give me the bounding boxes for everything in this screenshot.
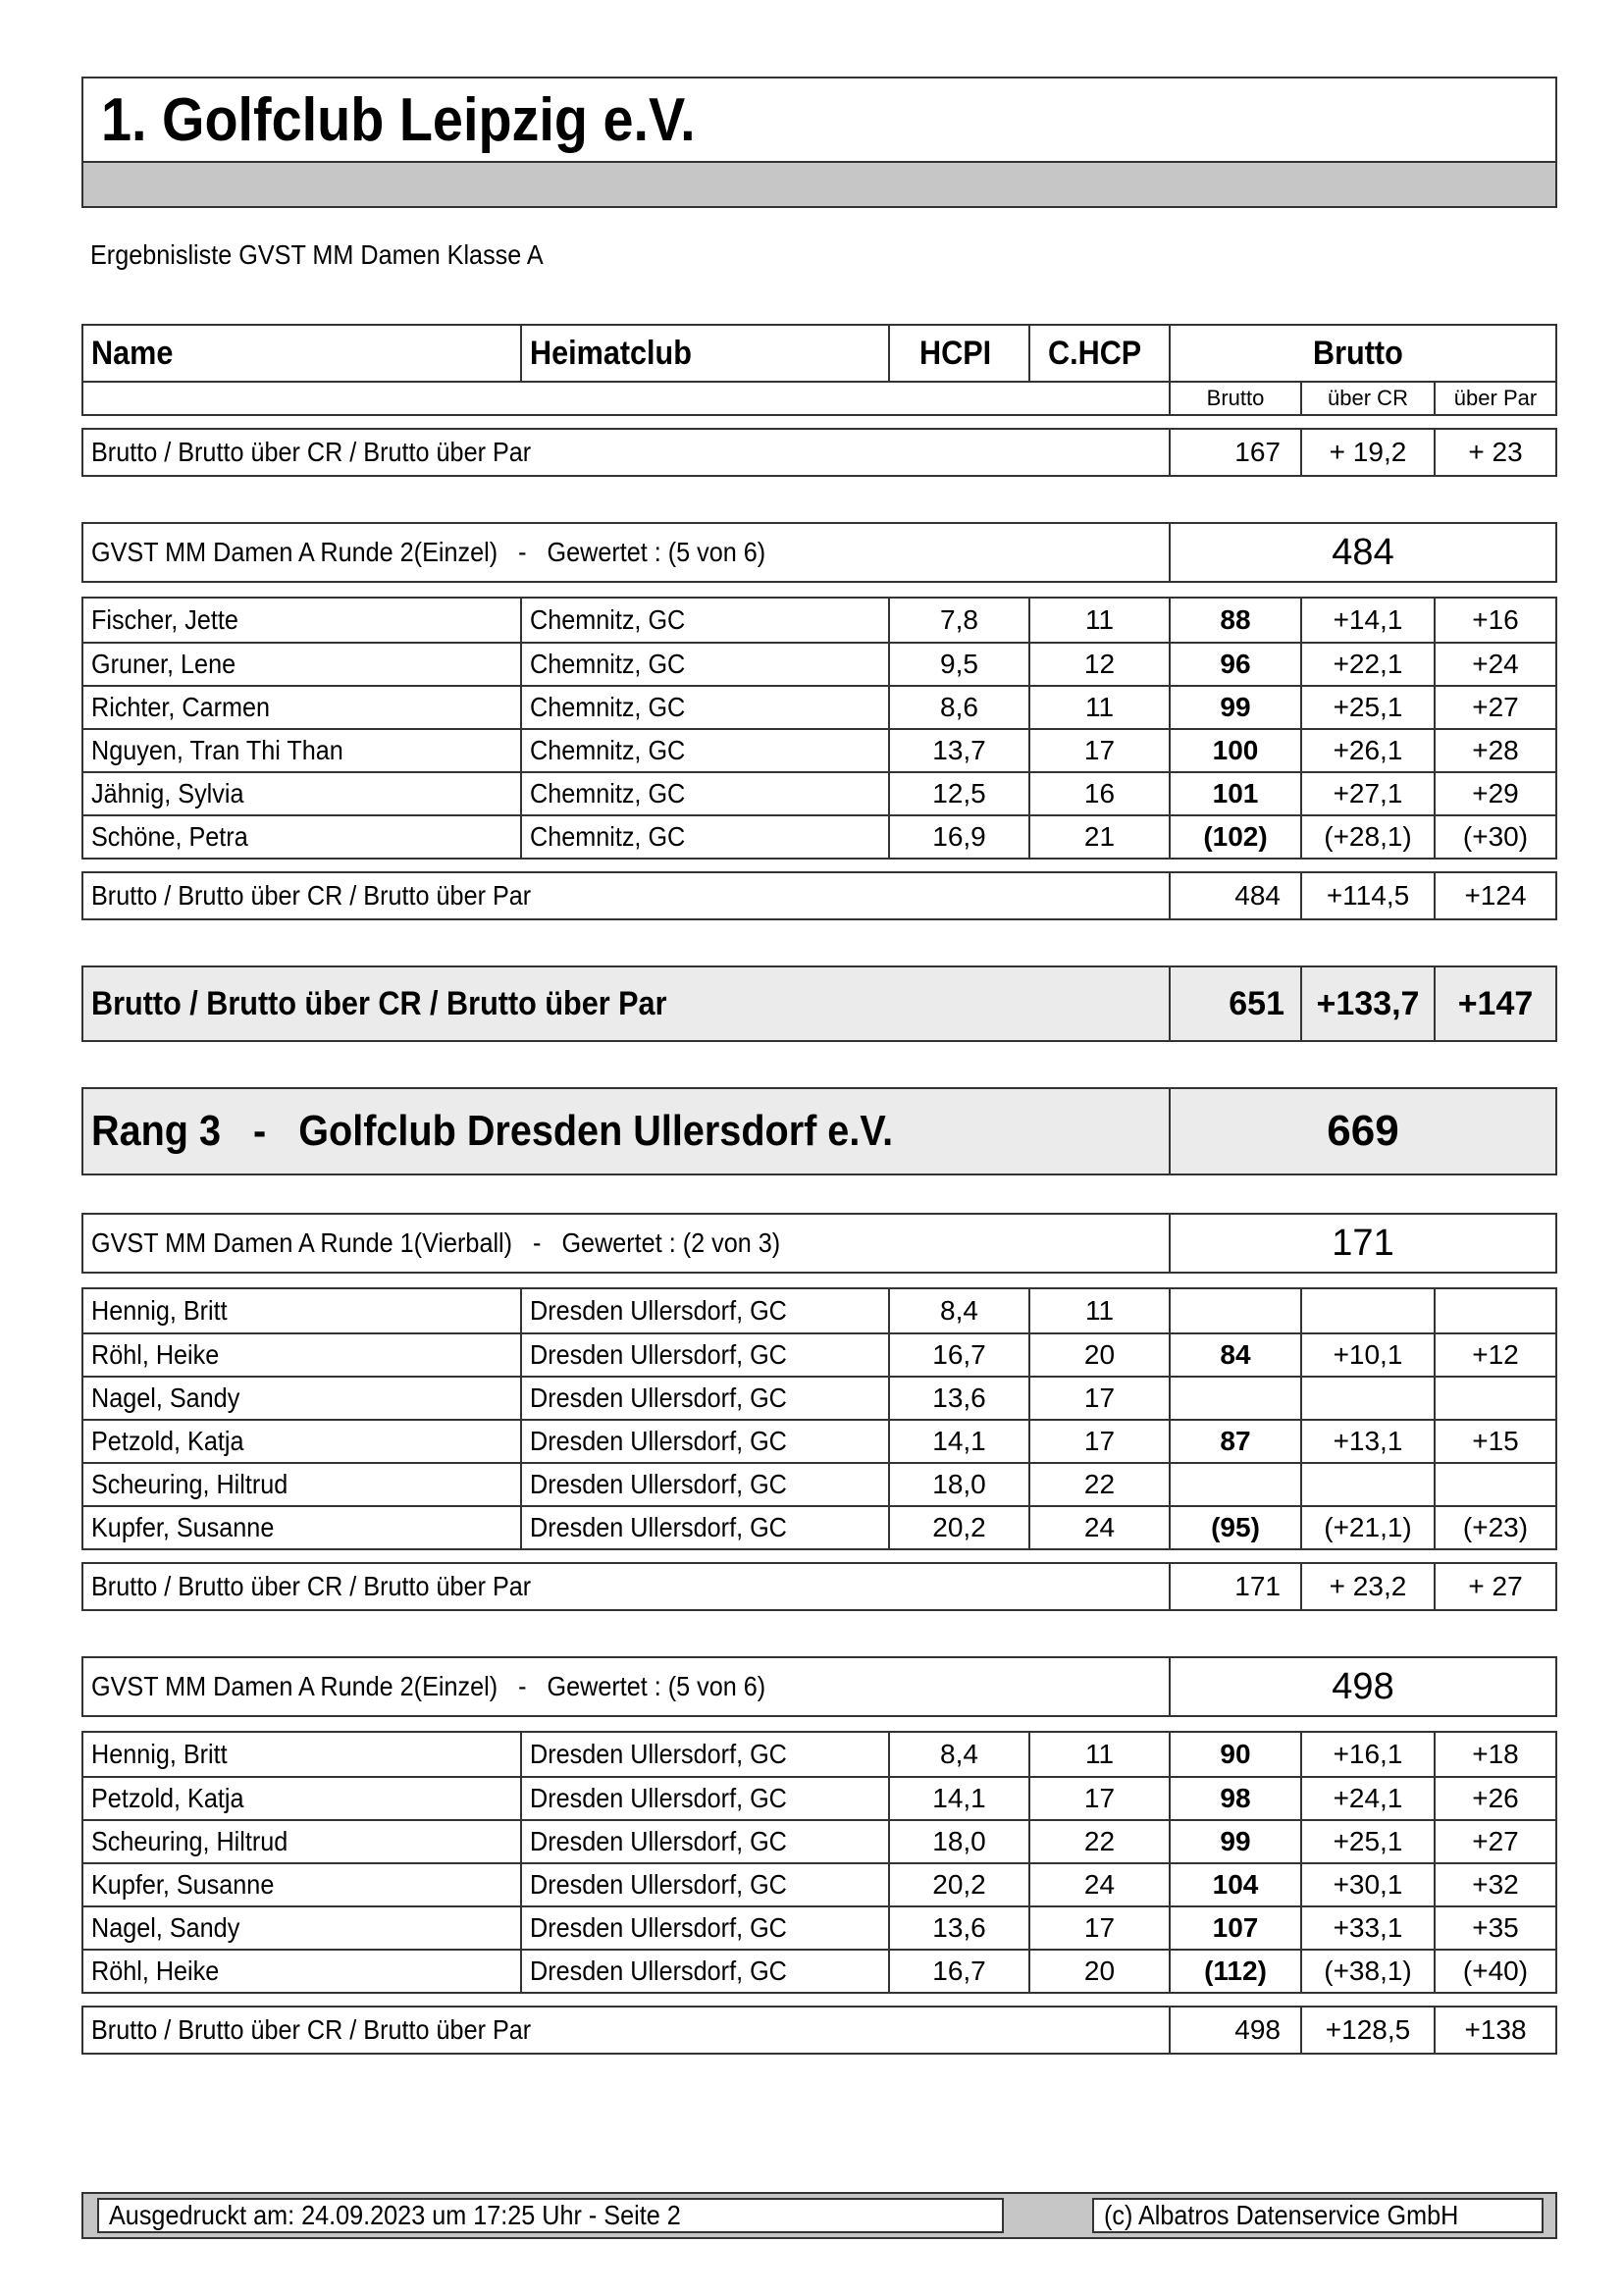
table-row: Scheuring, Hiltrud Dresden Ullersdorf, GC 18,0 22 99 +25,1 +27	[83, 1819, 1555, 1862]
table-row: Röhl, Heike Dresden Ullersdorf, GC 16,7 20 84 +10,1 +12	[83, 1332, 1555, 1376]
table-row: Kupfer, Susanne Dresden Ullersdorf, GC 20,2 24 104 +30,1 +32	[83, 1862, 1555, 1905]
page-title: 1. Golfclub Leipzig e.V.	[101, 85, 696, 154]
leipzig-r2-table	[81, 597, 1557, 860]
footer-printed: Ausgedruckt am: 24.09.2023 um 17:25 Uhr - Seite 2	[109, 2200, 681, 2230]
table-row: Scheuring, Hiltrud Dresden Ullersdorf, GC 18,0 22	[83, 1462, 1555, 1505]
footer-copyright: (c) Albatros Datenservice GmbH	[1104, 2200, 1459, 2230]
table-row: Nagel, Sandy Dresden Ullersdorf, GC 13,6 17	[83, 1376, 1555, 1419]
table-row: Schöne, Petra Chemnitz, GC 16,9 21 (102) (+28,1) (+30)	[83, 814, 1555, 858]
table-row: Gruner, Lene Chemnitz, GC 9,5 12 96 +22,1 +24	[83, 642, 1555, 685]
dresden-r1-table	[81, 1287, 1557, 1550]
col-hcpi: HCPI	[918, 334, 991, 372]
table-header	[81, 324, 1557, 416]
sub-cr: über CR	[1300, 383, 1434, 414]
leipzig-r2-total: Brutto / Brutto über CR / Brutto über Par 484 +114,5 +124	[81, 871, 1557, 920]
rank-3-title: Rang 3 - Golfclub Dresden Ullersdorf e.V.	[91, 1107, 894, 1155]
table-row: Richter, Carmen Chemnitz, GC 8,6 11 99 +25,1 +27	[83, 685, 1555, 728]
footer	[81, 2192, 1557, 2239]
list-subtitle: Ergebnisliste GVST MM Damen Klasse A	[90, 239, 544, 270]
table-row: Hennig, Britt Dresden Ullersdorf, GC 8,4 11 90 +16,1 +18	[83, 1733, 1555, 1776]
table-row: Nguyen, Tran Thi Than Chemnitz, GC 13,7 17 100 +26,1 +28	[83, 728, 1555, 771]
table-row: Nagel, Sandy Dresden Ullersdorf, GC 13,6 17 107 +33,1 +35	[83, 1905, 1555, 1949]
dresden-r1-header: GVST MM Damen A Runde 1(Vierball) - Gewertet : (2 von 3) 171	[81, 1213, 1557, 1274]
leipzig-r1-total: Brutto / Brutto über CR / Brutto über Par 167 + 19,2 + 23	[81, 428, 1557, 477]
col-brutto: Brutto	[1313, 334, 1403, 372]
page-title-box	[81, 77, 1557, 208]
dresden-r2-table	[81, 1731, 1557, 1994]
leipzig-grand-total: Brutto / Brutto über CR / Brutto über Par 651 +133,7 +147	[81, 965, 1557, 1042]
sub-par: über Par	[1434, 383, 1555, 414]
table-row: Petzold, Katja Dresden Ullersdorf, GC 14,1 17 98 +24,1 +26	[83, 1776, 1555, 1819]
table-row: Petzold, Katja Dresden Ullersdorf, GC 14,1 17 87 +13,1 +15	[83, 1419, 1555, 1462]
title-bar	[83, 163, 1555, 206]
leipzig-r2-header: GVST MM Damen A Runde 2(Einzel) - Gewertet : (5 von 6) 484	[81, 522, 1557, 583]
col-name: Name	[91, 334, 174, 372]
rank-3-score: 669	[1169, 1089, 1555, 1174]
table-row: Jähnig, Sylvia Chemnitz, GC 12,5 16 101 +27,1 +29	[83, 771, 1555, 814]
sub-brutto: Brutto	[1169, 383, 1300, 414]
dresden-r2-total: Brutto / Brutto über CR / Brutto über Par 498 +128,5 +138	[81, 2006, 1557, 2055]
dresden-r1-total: Brutto / Brutto über CR / Brutto über Par 171 + 23,2 + 27	[81, 1562, 1557, 1611]
table-row: Röhl, Heike Dresden Ullersdorf, GC 16,7 20 (112) (+38,1) (+40)	[83, 1949, 1555, 1992]
table-row: Fischer, Jette Chemnitz, GC 7,8 11 88 +14,1 +16	[83, 599, 1555, 642]
table-row: Hennig, Britt Dresden Ullersdorf, GC 8,4 11	[83, 1289, 1555, 1332]
rank-3-header	[81, 1087, 1557, 1175]
dresden-r2-header: GVST MM Damen A Runde 2(Einzel) - Gewertet : (5 von 6) 498	[81, 1656, 1557, 1717]
col-chcp: C.HCP	[1047, 334, 1141, 372]
table-row: Kupfer, Susanne Dresden Ullersdorf, GC 20,2 24 (95) (+21,1) (+23)	[83, 1505, 1555, 1548]
col-club: Heimatclub	[530, 334, 692, 372]
